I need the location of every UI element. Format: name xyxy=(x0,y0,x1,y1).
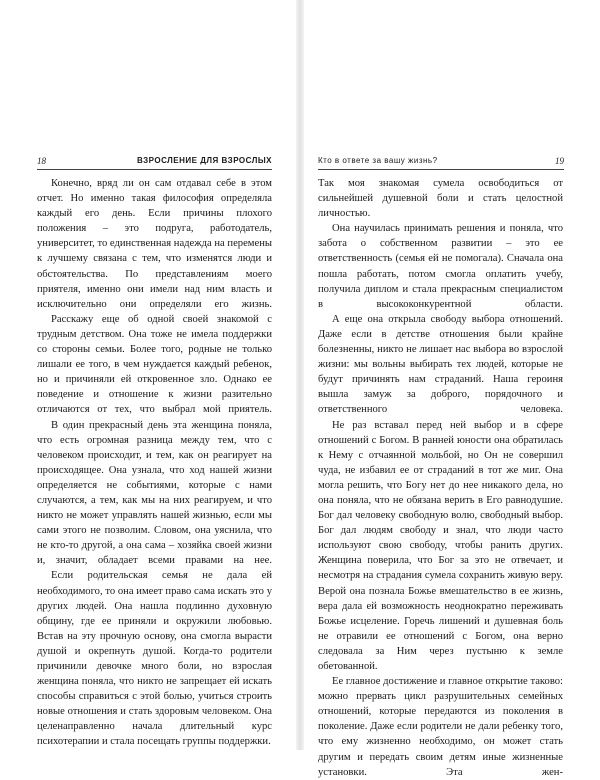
paragraph: В один прекрасный день эта женщина поняла, что есть огромная разница между тем, что с человеком происходит, и тем, как он реагирует на происходящее. Она узнала, что ход нашей жизни определяется не событиями, которые с нами случаются, а тем, как мы на них реагируем, и что никто не может управлять нашей жизнью, если мы сами этого не позволим. Словом, она уяснила, что не кто-то другой, а она сама – хозяйка своей жизни и, значит, обладает всеми правами на нее. xyxy=(37,419,272,567)
right-page-number: 19 xyxy=(555,156,564,166)
paragraph: Конечно, вряд ли он сам отдавал себе в этом отчет. Но именно такая философия определяла каждый его день. Если причины плохого положения – это подруга, работодатель, университет, то единственная надежда на перемены к лучшему связана с тем, что изменятся люди и обстоятельства. По представлениям моего приятеля, именно они имели над ним власть и исключительно они определяли его жизнь. xyxy=(37,178,272,310)
paragraph: Ее главное достижение и главное открытие таково: можно прервать цикл разрушительных семейных отношений, которые передаются из поколения в поколение. Даже если родители не дали ребенку того, что ему жизненно необходимо, он может стать другим и передать своим детям иные жизненные установки. Эта жен- xyxy=(318,676,563,778)
right-running-head: Кто в ответе за вашу жизнь? xyxy=(318,156,438,165)
right-header-rule xyxy=(318,169,564,170)
paragraph: Так моя знакомая сумела освободиться от сильнейшей душевной боли и стать целостной личностью. xyxy=(318,178,563,220)
left-page-text xyxy=(37,176,272,750)
right-page xyxy=(300,0,600,778)
paragraph: Она научилась принимать решения и поняла, что забота о собственном развитии – это ее ответственность (семья ей не помогала). Сначала она пошла работать, потом смогла оплатить учебу, получила диплом и стала прекрасным специалистом в высококонкурентной области. xyxy=(318,223,563,310)
left-header-rule xyxy=(37,169,272,170)
right-page-header xyxy=(318,154,564,168)
paragraph: Расскажу еще об одной своей знакомой с трудным детством. Она тоже не имела поддержки со стороны семьи. Более того, родные не только лишали ее того, в чем нуждается каждый ребенок, но и причиняли ей откровенное зло. Однако ее поведение и отношение к жизни разительно отличаются от тех, что выбрал мой приятель. xyxy=(37,313,272,416)
left-page-header xyxy=(37,154,272,168)
left-page-number: 18 xyxy=(37,156,46,166)
paragraph: Не раз вставал перед ней выбор и в сфере отношений с Богом. В ранней юности она обратилась к Нему с отчаянной мольбой, но Он не совершил чуда, не избавил ее от страданий в тот же миг. Она могла решить, что Богу нет до нее никакого дела, но она поняла, что не обязана верить в Его равнодушие. Бог дал человеку свободную волю, свободный выбор. Бог дал людям свободу и знал, что люди часто используют свою свободу, чтобы ранить других. Женщина поверила, что Бог за это не отвечает, и несмотря на страдания сумела сохранить живую веру. Верой она познала Божье вмешательство в ее жизнь, вера дала ей возможность неоднократно переживать Божье исцеление. Горечь лишений и душевная боль не отравили ее отношений с Богом, она верно следовала за Ним через пустыню к земле обетованной. xyxy=(318,419,563,672)
paragraph: Если родительская семья не дала ей необходимого, то она имеет право сама искать это у других людей. Она нашла подлинно духовную общину, где ее приняли и окружили любовью. Встав на эту прочную основу, она смогла вырасти душой и окрепнуть душой. Когда-то родители причинили девочке много боли, но взрослая женщина поняла, что никто не запрещает ей искать способы справиться с этой болью, учиться строить новые отношения и стать здоровым человеком. Она целенаправленно начала длительный курс психотерапии и стала посещать группы поддержки. xyxy=(37,570,272,748)
left-page xyxy=(0,0,300,750)
book-gutter xyxy=(296,0,304,750)
paragraph: А еще она открыла свободу выбора отношений. Даже если в детстве отношения были крайне болезненны, никто не лишает нас выбора во взрослой жизни: мы вольны выбирать тех людей, которые не будут причинять нам страданий. Наша героиня вышла замуж за доброго, порядочного и ответственного человека. xyxy=(318,313,563,416)
left-running-head: ВЗРОСЛЕНИЕ ДЛЯ ВЗРОСЛЫХ xyxy=(136,156,272,165)
right-page-text xyxy=(318,176,563,780)
